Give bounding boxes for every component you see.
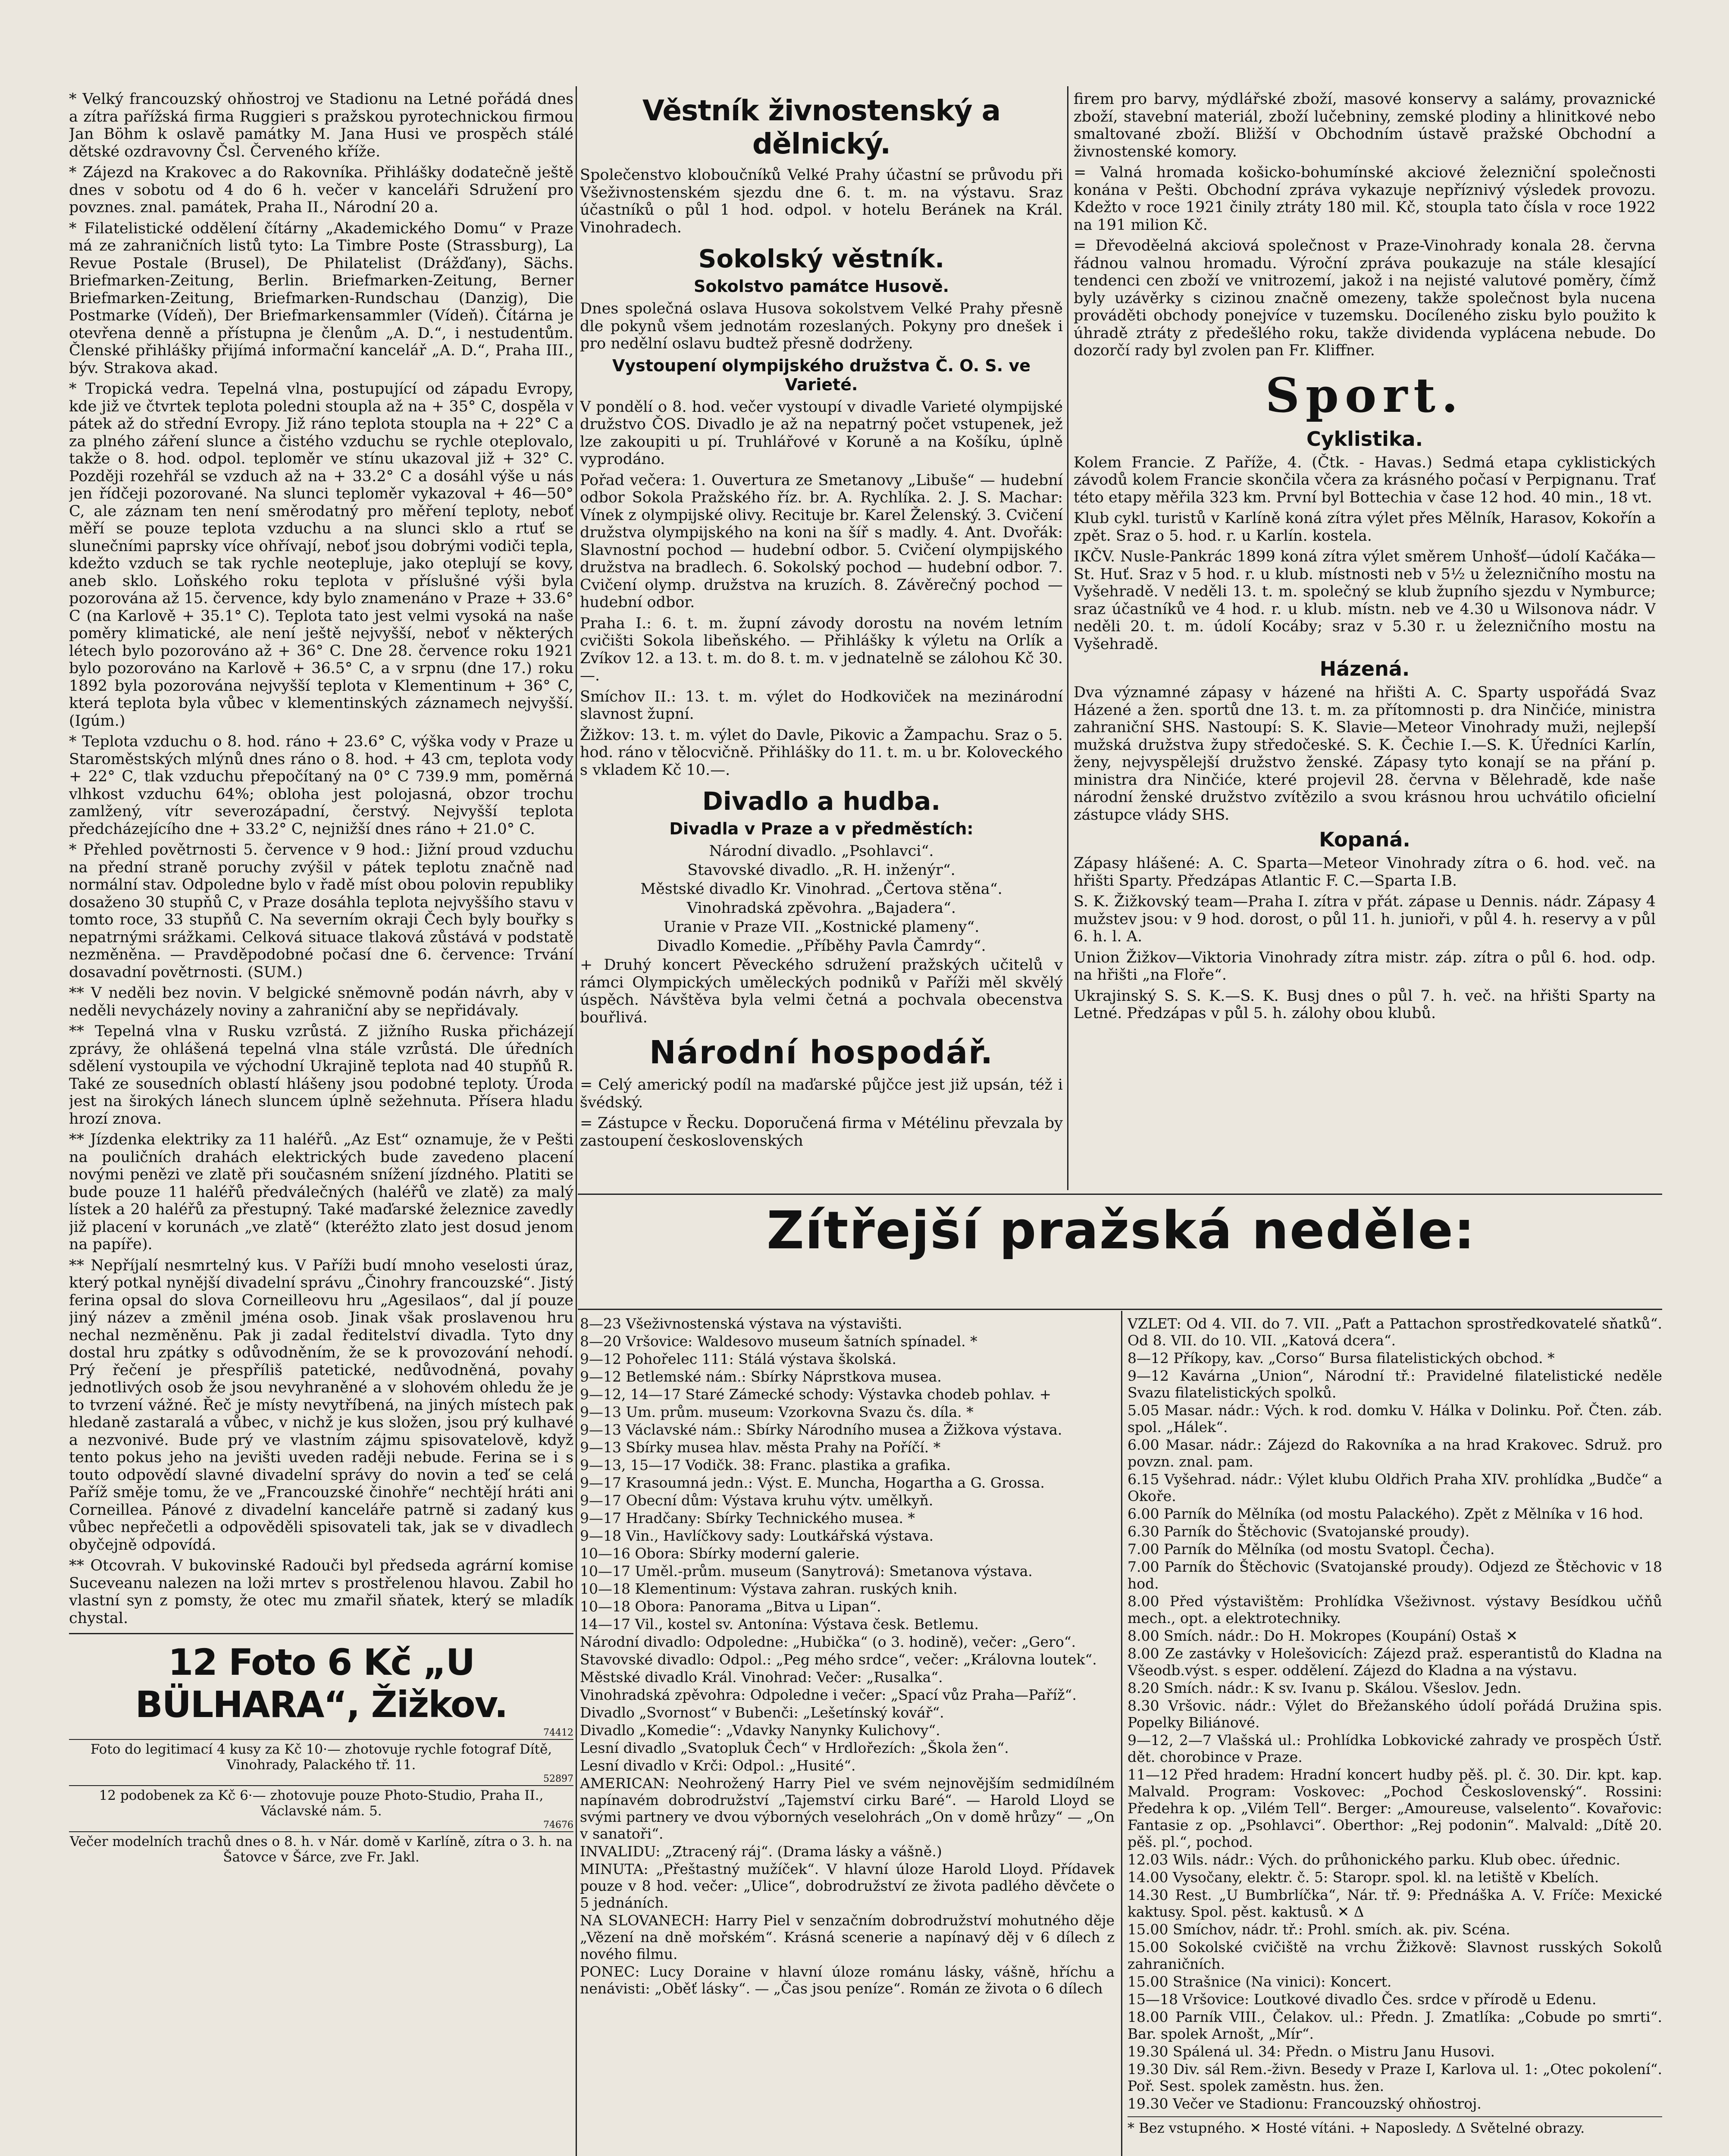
event-item: 8.30 Vršovic. nádr.: Výlet do Břežanského údolí pořádá Družina spis. Popelky Biliánové. — [1128, 1697, 1662, 1731]
subheading: Divadla v Praze a v předměstích: — [669, 819, 974, 838]
sport-category: Cyklistika. — [1306, 427, 1423, 451]
event-item: Divadlo „Komedie“: „Vdavky Nanynky Kulichovy“. — [580, 1722, 940, 1739]
event-item: 14.30 Rest. „U Bumbrlíčka“, Nár. tř. 9: Přednáška A. V. Fríče: Mexické kaktusy. Spol. pěst. kaktusů. ✕ Δ — [1128, 1887, 1662, 1920]
subheading: Sokolstvo památce Husově. — [693, 277, 949, 296]
event-item: 10—18 Klementinum: Výstava zahran. ruských knih. — [580, 1580, 958, 1597]
right-column — [1074, 91, 1656, 1281]
left-column — [69, 91, 573, 2156]
ad-podobenky: 12 podobenek za Kč 6·— zhotovuje pouze Photo-Studio, Praha II., Václavské nám. 5. — [69, 1785, 573, 1819]
event-item: 8.00 Před výstavištěm: Prohlídka Všeživnost. výstavy Besídkou učňů mech., opt. a elektrotechniky. — [1128, 1593, 1662, 1626]
news-item: Pořad večera: 1. Ouvertura ze Smetanovy „Libuše“ — hudební odbor Sokola Pražského říz. br. A. Rychlíka. 2. J. S. Machar: Vínek z olympijské olivy. Recituje br. Karel Želenský. 3. Cvičení družstva olympijského na koni na šíř s madly. 4. Ant. Dvořák: Slavnostní pochod — hudební odbor. 5. Cvičení olympijského družstva na bradlech. 6. Sokolský pochod — hudební odbor. 7. Cvičení olymp. družstva na kruzích. 8. Závěrečný pochod — hudební odbor. — [580, 471, 1063, 611]
news-item: Kolem Francie. Z Paříže, 4. (Čtk. - Havas.) Sedmá etapa cyklistických závodů kolem Francie skončila včera za krásného počasí v Perpignanu. Trať této etapy měřila 323 km. První byl Bottechia v čase 12 hod. 40 min., 18 vt. — [1074, 454, 1656, 506]
news-item: = Zástupce v Řecku. Doporučená firma v Métélinu převzala by zastoupení československých — [580, 1115, 1063, 1150]
news-item: Union Žižkov—Viktoria Vinohrady zítra mistr. záp. zítra o půl 6. hod. odp. na hřišti „na Floře“. — [1074, 949, 1656, 984]
event-item: 15.00 Sokolské cvičiště na vrchu Žižkově: Slavnost rusských Sokolů zahraničních. — [1128, 1939, 1662, 1972]
event-item: 8.00 Smích. nádr.: Do H. Mokropes (Koupání) Ostaš ✕ — [1128, 1627, 1518, 1644]
events-legend: * Bez vstupného. ✕ Hosté vítáni. + Naposledy. Δ Světelné obrazy. — [1128, 2116, 1662, 2136]
news-item: Praha I.: 6. t. m. župní závody dorostu na novém letním cvičišti Sokola libeňského. — Přihlášky k výletu na Orlík a Zvíkov 12. a 13. t. m. do 8. t. m. v jednatelně se zálohou Kč 30.—. — [580, 614, 1063, 684]
event-item: 9—12 Pohořelec 111: Stálá výstava školská. — [580, 1351, 896, 1367]
theatre-item: Vinohradská zpěvohra. „Bajadera“. — [686, 899, 956, 917]
event-item: 10—16 Obora: Sbírky moderní galerie. — [580, 1545, 860, 1562]
event-item: 9—12, 14—17 Staré Zámecké schody: Výstavka chodeb pohlav. + — [580, 1386, 1052, 1403]
event-item: 5.05 Masar. nádr.: Vých. k rod. domku V. Hálka v Dolinku. Poř. Čten. záb. spol. „Hálek“. — [1128, 1402, 1662, 1435]
event-item: NA SLOVANECH: Harry Piel v senzačním dobrodružství mohutného děje „Vězení na dně mořském“. Krásná scenerie a napínavý děj v 6 dílech z nového filmu. — [580, 1912, 1115, 1962]
news-item: * Tropická vedra. Tepelná vlna, postupující od západu Evropy, kde již ve čtvrtek teplota poledni stoupla až na + 35° C, dospěla v pátek až do střední Evropy. Již ráno teplota stoupla na + 22° C a za plného záření slunce a čistého vzduchu se rychle oteplovalo, takže o 8. hod. odpol. teploměr ve stínu ukazoval již + 32° C. Později rozehřál se vzduch až na + 33.2° C a dosáhl výše u nás jen řídčeji pozorované. Na slunci teploměr vykazoval + 46—50° C, ale záznam ten není směrodatný pro měření teploty, neboť měří se pouze teplota vzduchu a na slunci sklo a rtuť se slunečními paprsky více ohřívají, neboť jsou dobrými vodiči tepla, kdežto vzduch se tak rychle neotepluje, jako oteplují se kovy, aneb sklo. Loňského roku teplota v příslušné výši byla pozorována až 15. července, kdy bylo znamenáno v Praze + 33.6° C (na Karlově + 35.1° C). Teplota tato jest velmi vysoká na naše poměry klimatické, ale není ještě nejvyšší, neboť v některých létech bylo pozorováno až + 36° C. Dne 28. července roku 1921 bylo pozorováno na Karlově + 36.5° C, a v srpnu (dne 17.) roku 1892 byla pozorována nejvyšší teplota v Klementinum + 36° C, která teplota byla vůbec v klementinských záznamech nejvyšší. (Igúm.) — [69, 380, 573, 730]
news-item: Klub cykl. turistů v Karlíně koná zítra výlet přes Mělník, Harasov, Kokořín a zpět. Sraz o 5. hod. r. u Karlín. kostela. — [1074, 510, 1656, 545]
sport-category: Kopaná. — [1319, 828, 1410, 851]
theatre-item: Stavovské divadlo. „R. H. inženýr“. — [687, 862, 955, 879]
event-item: Městské divadlo Král. Vinohrad: Večer: „Rusalka“. — [580, 1669, 943, 1686]
event-item: 8—20 Vršovice: Waldesovo museum šatních spínadel. * — [580, 1333, 977, 1350]
classified-ads — [69, 1633, 573, 1865]
event-item: 14—17 Vil., kostel sv. Antonína: Výstava česk. Betlemu. — [580, 1616, 979, 1633]
news-item: = Dřevoděelná akciová společnost v Praze-Vinohrady konala 28. června řádnou valnou hromadu. Výroční zpráva poukazuje na stále klesající tendenci cen zboží ve vnitrozemí, jakož i na nejisté valutové poměry, čímž byly uzávěrky s cizinou značně omezeny, takže společnost byla nucena prováděti obchody ponejvíce v tuzemsku. Docíleného zisku bylo použito k úhradě ztráty z předešlého roku, takže dividenda vyplácena nebude. Do dozorčí rady byl zvolen pan Fr. Kliffner. — [1074, 237, 1656, 359]
ad-code: 74676 — [543, 1820, 573, 1830]
subheading: Vystoupení olympijského družstva Č. O. S. ve Varieté. — [612, 356, 1031, 394]
event-item: 9—12 Betlemské nám.: Sbírky Náprstkova musea. — [580, 1368, 942, 1385]
column-rule — [1067, 86, 1068, 1190]
news-item: ** V neděli bez novin. V belgické sněmovně podán návrh, aby v neděli nevycházely noviny a zahraniční aby se nepřidávaly. — [69, 984, 573, 1019]
news-item: Společenstvo kloboučníků Velké Prahy účastní se průvodu při Všeživnostenském sjezdu dne 6. t. m. na výstavu. Sraz účastníků o půl 1 hod. odpol. v hotelu Beránek na Král. Vinohradech. — [580, 166, 1063, 236]
event-item: PONEC: Lucy Doraine v hlavní úloze románu lásky, vášně, hříchu a nenávisti: „Oběť lásky“. — „Čas jsou peníze“. Román ze života o 6 dílech — [580, 1963, 1115, 1997]
news-item: = Celý americký podíl na maďarské půjčce jest již upsán, též i švédský. — [580, 1076, 1063, 1111]
news-item: * Teplota vzduchu o 8. hod. ráno + 23.6° C, výška vody v Praze u Staroměstských mlýnů dnes ráno o 8. hod. + 43 cm, teplota vody + 22° C, tlak vzduchu přepočítaný na 0° C 739.9 mm, poměrná vlhkost vzduchu 64%; obloha jest polojasná, obzor trochu zamlžený, vítr severozápadní, čerstvý. Nejvyšší teplota předcházejícího dne + 33.2° C, nejnižší dnes ráno + 21.0° C. — [69, 733, 573, 838]
event-item: Lesní divadlo „Svatopluk Čech“ v Hrdlořezích: „Škola žen“. — [580, 1739, 1009, 1756]
event-item: INVALIDU: „Ztracený ráj“. (Drama lásky a vášně.) — [580, 1843, 942, 1860]
theatre-item: Divadlo Komedie. „Příběhy Pavla Čamrdy“. — [657, 937, 986, 955]
event-item: 9—17 Hradčany: Sbírky Technického musea. * — [580, 1510, 915, 1526]
section-rule — [578, 1309, 1662, 1310]
event-item: Divadlo „Svornost“ v Bubenči: „Lešetínský kovář“. — [580, 1704, 944, 1721]
news-item: Žižkov: 13. t. m. výlet do Davle, Pikovic a Žampachu. Sraz o 5. hod. ráno v tělocvičně. Přihlášky do 11. t. m. u br. Koloveckého s vkladem Kč 10.—. — [580, 726, 1063, 779]
event-item: 8.00 Ze zastávky v Holešovicích: Zájezd praž. esperantistů do Kladna na Všeodb.výst. s esper. oddělení. Zájezd do Kladna a na výstavu. — [1128, 1645, 1662, 1679]
event-item: 8—23 Všeživnostenská výstava na výstavišti. — [580, 1315, 902, 1332]
event-item: MINUTA: „Přeštastný mužíček“. V hlavní úloze Harold Lloyd. Přídavek pouze v 8 hod. večer: „Ulice“, dobrodružství ze života padlého děvčete o 5 jednáních. — [580, 1861, 1115, 1911]
event-item: Stavovské divadlo: Odpol.: „Peg mého srdce“, večer: „Královna loutek“. — [580, 1651, 1097, 1668]
news-item: Zápasy hlášené: A. C. Sparta—Meteor Vinohrady zítra o 6. hod. več. na hřišti Sparty. Předzápas Atlantic F. C.—Sparta I.B. — [1074, 855, 1656, 890]
news-item: ** Nepříjalí nesmrtelný kus. V Paříži budí mnoho veselosti úraz, který potkal nynější divadelní správu „Činohry francouzské“. Jistý ferina opsal do slova Corneilleovu hru „Agesilaos“, dal jí pouze jiný název a změnil jména osob. Jinak však proslavenou hru nechal nezměněnu. Pak ji zadal ředitelství divadla. Tyto dny dostal hru zpátky s odůvodněním, že se k provozování nehodí. Prý řečení je přespříliš patetické, nedůvodněná, povahy jednotlivých osob že jsou nevyhraněné a v slohovém ohledu že je to tvrzení vážné. Řeč je místy nevytříbená, na jiných místech pak hledaně zastaralá a vůbec, v nichž je kus složen, jsou prý kulhavé a nezvonivé. Bude prý ve vlastním zájmu spisovatelově, když tento pokus jeho na jevišti uveden raději nebude. Ferina se i s touto odpovědí slavné divadelní správy do novin a teď se celá Paříž směje tomu, že ve „Francouzské činohře“ nechtějí hráti ani Corneillea. Pánové z divadelní kanceláře patrně si zadaný kus vůbec nepřečetli a odpověděli spisovateli tak, jak se v divadlech obyčejně odpovídá. — [69, 1257, 573, 1554]
sport-category: Házená. — [1319, 657, 1410, 680]
news-item: S. K. Žižkovský team—Praha I. zítra v přát. zápase u Dennis. nádr. Zápasy 4 mužstev jsou: v 9 hod. dorost, o půl 11. h. junioři, v půl 4. h. reservy a v půl 6. h. l. A. — [1074, 893, 1656, 945]
theatre-item: Uranie v Praze VII. „Kostnické plameny“. — [663, 918, 980, 936]
event-item: 14.00 Vysočany, elektr. č. 5: Staropr. spol. kl. na letiště v Kbelích. — [1128, 1869, 1599, 1886]
event-item: Lesní divadlo v Krči: Odpol.: „Husité“. — [580, 1757, 856, 1774]
news-item: ** Tepelná vlna v Rusku vzrůstá. Z jižního Ruska přicházejí zprávy, že ohlášená tepelná vlna stále vzrůstá. Dle úředních sdělení vystoupila ve východní Ukrajině teplota nad 40 stupňů R. Také ze sousedních oblastí hlášeny jsou podobné teploty. Úroda jest na širokých lánech sluncem úplně sežehnuta. Přísera hladu hrozí znova. — [69, 1023, 573, 1128]
theatre-item: Národní divadlo. „Psohlavci“. — [709, 843, 934, 860]
event-item: 10—18 Obora: Panorama „Bitva u Lipan“. — [580, 1598, 881, 1615]
ad-vecer: Večer modelních trachů dnes o 8. h. v Nár. domě v Karlíně, zítra o 3. h. na Šatovce v Šárce, zve Fr. Jakl. — [69, 1831, 573, 1865]
section-title-vestnik: Věstník živnostenský a dělnický. — [642, 94, 1001, 160]
section-title-divadlo: Divadlo a hudba. — [702, 787, 941, 816]
events-list-left — [580, 1315, 1115, 2156]
event-item: 15.00 Strašnice (Na vinici): Koncert. — [1128, 1973, 1392, 1990]
ad-headline: 12 Foto 6 Kč „U BÜLHARA“, Žižkov. — [135, 1641, 507, 1726]
event-item: 9—13 Um. prům. museum: Vzorkovna Svazu čs. díla. * — [580, 1404, 974, 1420]
news-item: ** Jízdenka elektriky za 11 haléřů. „Az Est“ oznamuje, že v Pešti na pouličních drahách elektrických bude zavedeno placení novými penězi ve zlatě při současném snížení jízdného. Platiti se bude pouze 11 haléřů předválečných (haléřů ve zlatě) za malý lístek a 20 haléřů za přestupný. Také maďarské železnice zavedly již placení v korunách „ve zlatě“ (kteréžto zlato jest dosud jenom na papíře). — [69, 1131, 573, 1253]
event-item: 9—12, 2—7 Vlašská ul.: Prohlídka Lobkovické zahrady ve prospěch Ústř. dět. chorobince v Praze. — [1128, 1732, 1662, 1765]
news-item: IKČV. Nusle-Pankrác 1899 koná zítra výlet směrem Unhošť—údolí Kačáka—St. Huť. Sraz v 5 hod. r. u klub. místnosti neb v 5½ u železničního mostu na Vyšehradě. V neděli 13. t. m. společný se klub župního sjezdu v Nymburce; sraz účastníků ve 4 hod. r. u klub. místn. neb ve 4.30 u Wilsonova nádr. V neděli 20. t. m. údolí Kocáby; sraz v 5.30 r. u železničního mostu na Vyšehradě. — [1074, 548, 1656, 653]
section-title-sokol: Sokolský věstník. — [698, 244, 945, 273]
news-item: * Filatelistické oddělení čítárny „Akademického Domu“ v Praze má ze zahraničních listů tyto: La Timbre Poste (Strassburg), La Revue Postale (Brusel), De Philatelist (Drážďany), Sächs. Briefmarken-Zeitung, Berlin. Briefmarken-Zeitung, Berner Briefmarken-Zeitung, Briefmarken-Rundschau (Danzig), Die Postmarke (Vídeň), Der Briefmarkensammler (Vídeň). Čítárna je otevřena denně a přístupna je členům „A. D.“, i nestudentům. Členské přihlášky přijímá informační kancelář „A. D.“, Praha III., býv. Strakova akad. — [69, 219, 573, 377]
event-item: 9—17 Obecní dům: Výstava kruhu výtv. umělkyň. — [580, 1492, 933, 1509]
event-item: 6.30 Parník do Štěchovic (Svatojanské proudy). — [1128, 1523, 1470, 1540]
event-item: 11—12 Před hradem: Hradní koncert hudby pěš. pl. č. 30. Dir. kpt. kap. Malvald. Program: Voskovec: „Pochod Československý“. Rossini: Předehra k op. „Vilém Tell“. Berger: „Amoureuse, valselento“. Kovařovic: Fantasie z op. „Psohlavci“. Oberthor: „Rej podonin“. Malvald: „Dítě 20. pěš. pl.“, pochod. — [1128, 1766, 1662, 1850]
event-item: 19.30 Spálená ul. 34: Předn. o Mistru Janu Husovi. — [1128, 2043, 1495, 2060]
section-title-zitrejsi: Zítřejší pražská neděle: — [766, 1201, 1476, 1261]
section-title-hospodar: Národní hospodář. — [649, 1034, 994, 1071]
event-item: 9—13 Sbírky musea hlav. města Prahy na Poříčí. * — [580, 1439, 941, 1456]
events-list-right — [1128, 1315, 1662, 2156]
event-item: 6.00 Parník do Mělníka (od mostu Palackého). Zpět z Mělníka v 16 hod. — [1128, 1505, 1644, 1522]
event-item: 9—13, 15—17 Vodičk. 38: Franc. plastika a grafika. — [580, 1457, 951, 1473]
news-item: firem pro barvy, mýdlářské zboží, masové konservy a salámy, provaznické zboží, stavební materiál, zboží lučebniny, zemské plodiny a hlinitkové nebo smaltované zboží. Bližší v Obchodním ústavě pražské Obchodní a živnostenské komory. — [1074, 91, 1656, 160]
news-item: Dva významné zápasy v házené na hřišti A. C. Sparty uspořádá Svaz Házené a žen. sportů dne 13. t. m. za přítomnosti p. dra Ninčiće, ministra zahraniční SHS. Nastoupí: S. K. Slavie—Meteor Vinohrady muži, nejlepší mužská družstva župy středočeské. S. K. Čechie I.—S. K. Úředníci Karlín, ženy, nejvyspělejší družstvo ženské. Zápasy tyto konají se na přání p. ministra dra Ninčiće, které projevil 28. června v Bělehradě, kde naše národní ženské družstvo zvítězilo a svou krásnou hrou uchvátilo oficielní zástupce vlády SHS. — [1074, 684, 1656, 824]
event-item: 8—12 Příkopy, kav. „Corso“ Bursa filatelistických obchod. * — [1128, 1350, 1555, 1366]
section-rule — [578, 1194, 1662, 1195]
event-item: 12.03 Wils. nádr.: Vých. do průhonického parku. Klub obec. úřednic. — [1128, 1851, 1620, 1868]
news-item: * Přehled povětrnosti 5. července v 9 hod.: Jižní proud vzduchu na přední straně poruchy zvýšil v pátek teplotu značně nad normální stav. Odpoledne bylo v řadě míst obou polovin republiky dosaženo 30 stupňů C, v Praze dosáhla teplota nejvyššího stavu v tomto roce, 33 stupňů C. Na severním okraji Čech byly bouřky s nepatrnými srážkami. Celková situace tlaková zůstává v podstatě nezměněna. — Pravděpodobné počasí dne 6. července: Trvání dosavadní povětrnosti. (SUM.) — [69, 841, 573, 981]
section-title-sport: Sport. — [1265, 367, 1464, 423]
event-item: AMERICAN: Neohrožený Harry Piel ve svém nejnovějším sedmidílném napínavém dobrodružství „Tajemství cirku Baré“. — Harold Lloyd se svými partnery ve dvou výborných veselohrách „On v domě hrůzy“ — „On v sanatoři“. — [580, 1775, 1115, 1842]
event-item: VZLET: Od 4. VII. do 7. VII. „Paťt a Pattachon sprostředkovatelé sňatků“. Od 8. VII. do 10. VII. „Katová dcera“. — [1128, 1315, 1662, 1349]
ad-code: 52897 — [543, 1774, 573, 1784]
news-item: Smíchov II.: 13. t. m. výlet do Hodkoviček na mezinárodní slavnost župní. — [580, 688, 1063, 723]
event-item: 15.00 Smíchov, nádr. tř.: Prohl. smích. ak. piv. Scéna. — [1128, 1921, 1510, 1938]
event-item: 9—13 Václavské nám.: Sbírky Národního musea a Žižkova výstava. — [580, 1421, 1062, 1438]
event-item: 9—18 Vin., Havlíčkovy sady: Loutkářská výstava. — [580, 1527, 934, 1544]
ad-code: 74412 — [543, 1727, 573, 1738]
ad-foto-legitimace: Foto do legitimací 4 kusy za Kč 10·— zhotovuje rychle fotograf Dítě, Vinohrady, Palackého tř. 11. — [69, 1739, 573, 1773]
news-item: Dnes společná oslava Husova sokolstvem Velké Prahy přesně dle pokynů všem jednotám rozeslaných. Pokyny pro dnešek i pro nedělní oslavu budtež přesně dodrženy. — [580, 300, 1063, 352]
event-item: 7.00 Parník do Mělníka (od mostu Svatopl. Čecha). — [1128, 1541, 1495, 1557]
column-rule — [1121, 1311, 1122, 2156]
event-item: 8.20 Smích. nádr.: K sv. Ivanu p. Skálou. Všeslov. Jedn. — [1128, 1680, 1522, 1696]
event-item: 9—17 Krasoumná jedn.: Výst. E. Muncha, Hogartha a G. Grossa. — [580, 1474, 1045, 1491]
middle-column — [580, 91, 1063, 1281]
event-item: 19.30 Večer ve Stadionu: Francouzský ohňostroj. — [1128, 2095, 1482, 2112]
event-item: 9—12 Kavárna „Union“, Národní tř.: Pravidelné filatelistické neděle Svazu filatelistických spolků. — [1128, 1367, 1662, 1401]
column-rule — [576, 86, 577, 2156]
theatre-item: Městské divadlo Kr. Vinohrad. „Čertova stěna“. — [640, 881, 1002, 898]
news-item: = Valná hromada košicko-bohumínské akciové železniční společnosti konána v Pešti. Obchodní zpráva vykazuje nepříznivý výsledek provozu. Kdežto v roce 1921 činily ztráty 180 mil. Kč, stoupla tato čísla v roce 1922 na 191 milion Kč. — [1074, 164, 1656, 234]
news-item: * Zájezd na Krakovec a do Rakovníka. Přihlášky dodatečně ještě dnes v sobotu od 4 do 6 h. večer v kanceláři Sdružení pro povznes. znal. památek, Praha II., Národní 20 a. — [69, 164, 573, 216]
event-item: 10—17 Uměl.-prům. museum (Sanytrová): Smetanova výstava. — [580, 1563, 1033, 1579]
news-item: Ukrajinský S. S. K.—S. K. Busj dnes o půl 7. h. več. na hřišti Sparty na Letné. Předzápas v půl 5. h. zálohy obou klubů. — [1074, 987, 1656, 1022]
event-item: Národní divadlo: Odpoledne: „Hubička“ (o 3. hodině), večer: „Gero“. — [580, 1633, 1076, 1650]
news-item: + Druhý koncert Pěveckého sdružení pražských učitelů v rámci Olympických uměleckých podniků v Paříži měl skvělý úspěch. Návštěva byla velmi četná a pochvala obecenstva bouřlivá. — [580, 956, 1063, 1026]
event-item: 6.00 Masar. nádr.: Zájezd do Rakovníka a na hrad Krakovec. Sdruž. pro povzn. znal. pam. — [1128, 1436, 1662, 1470]
event-item: 18.00 Parník VIII., Čelakov. ul.: Předn. J. Zmatlíka: „Cobude po smrti“. Bar. spolek Arnošt, „Mír“. — [1128, 2009, 1662, 2042]
news-item: ** Otcovrah. V bukovinské Radouči byl předseda agrární komise Suceveanu nalezen na loži mrtev s prostřelenou hlavou. Zabil ho vlastní syn z pomsty, že otec mu zmařil sňatek, který se mladík chystal. — [69, 1557, 573, 1627]
event-item: 6.15 Vyšehrad. nádr.: Výlet klubu Oldřich Praha XIV. prohlídka „Budče“ a Okoře. — [1128, 1471, 1662, 1504]
news-item: * Velký francouzský ohňostroj ve Stadionu na Letné pořádá dnes a zítra pařížská firma Ruggieri s pražskou pyrotechnickou firmou Jan Böhm k oslavě památky M. Jana Husi ve prospěch stálé dětské ozdravovny Čsl. Červeného kříže. — [69, 91, 573, 160]
event-item: 19.30 Div. sál Rem.-živn. Besedy v Praze I, Karlova ul. 1: „Otec pokolení“. Poř. Sest. spolek zaměstn. hus. žen. — [1128, 2061, 1662, 2094]
event-item: Vinohradská zpěvohra: Odpoledne i večer: „Spací vůz Praha—Paříž“. — [580, 1686, 1077, 1703]
news-item: V pondělí o 8. hod. večer vystoupí v divadle Varieté olympijské družstvo ČOS. Divadlo je až na nepatrný počet vstupenek, jež lze zakoupiti u pí. Truhlářové v Koruně a na Košíku, úplně vyprodáno. — [580, 398, 1063, 468]
event-item: 7.00 Parník do Štěchovic (Svatojanské proudy). Odjezd ze Štěchovic v 18 hod. — [1128, 1558, 1662, 1592]
event-item: 15—18 Vršovice: Loutkové divadlo Čes. srdce v přírodě u Edenu. — [1128, 1991, 1597, 2008]
